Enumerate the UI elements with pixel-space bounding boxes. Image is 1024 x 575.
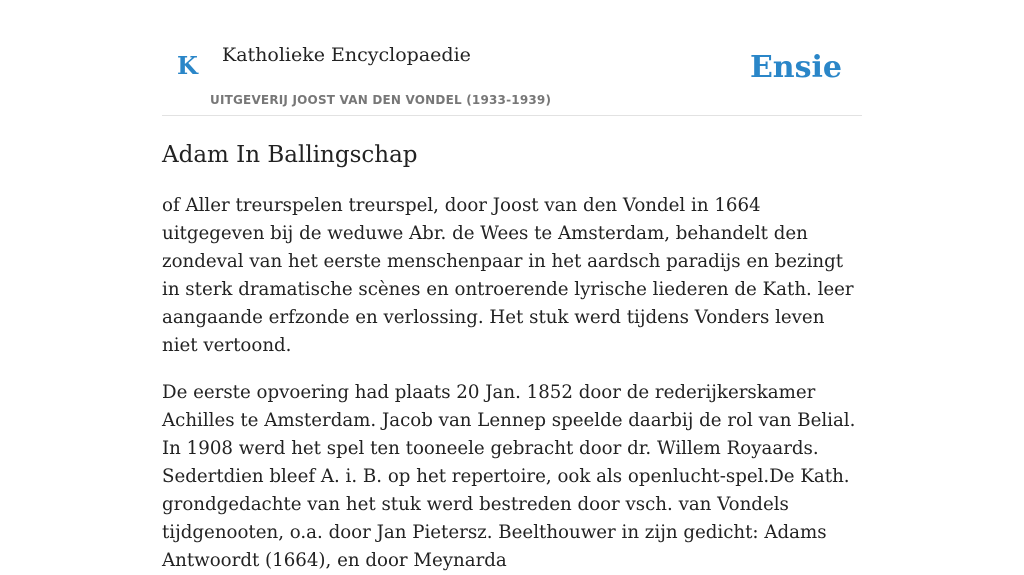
publisher-subtitle: UITGEVERIJ JOOST VAN DEN VONDEL (1933-1939): [210, 93, 552, 107]
article-content: [162, 140, 862, 575]
encyclopedia-logo[interactable]: K: [177, 51, 198, 80]
ensie-brand-logo[interactable]: Ensie: [749, 50, 842, 85]
article-paragraph: of Aller treurspelen treurspel, door Joost van den Vondel in 1664 uitgegeven bij de weduwe Abr. de Wees te Amsterdam, behandelt den zondeval van het eerste menschenpaar in het aardsch paradijs en bezingt in sterk dramatische scènes en ontroerende lyrische liederen de Kath. leer aangaande erfzonde en verlossing. Het stuk werd tijdens Vonders leven niet vertoond.: [162, 195, 854, 356]
encyclopedia-title-link[interactable]: Katholieke Encyclopaedie: [222, 44, 471, 66]
article-paragraph: De eerste opvoering had plaats 20 Jan. 1852 door de rederijkerskamer Achilles te Amsterdam. Jacob van Lennep speelde daarbij de rol van Belial. In 1908 werd het spel ten tooneele gebracht door dr. Willem Royaards. Sedertdien bleef A. i. B. op het repertoire, ook als openlucht-spel.De Kath. grondgedachte van het stuk werd bestreden door vsch. van Vondels tijdgenooten, o.a. door Jan Pietersz. Beelthouwer in zijn gedicht: Adams Antwoordt (1664), en door Meynarda: [162, 382, 856, 571]
article-title: Adam In Ballingschap: [162, 142, 418, 168]
site-header: [162, 0, 862, 116]
